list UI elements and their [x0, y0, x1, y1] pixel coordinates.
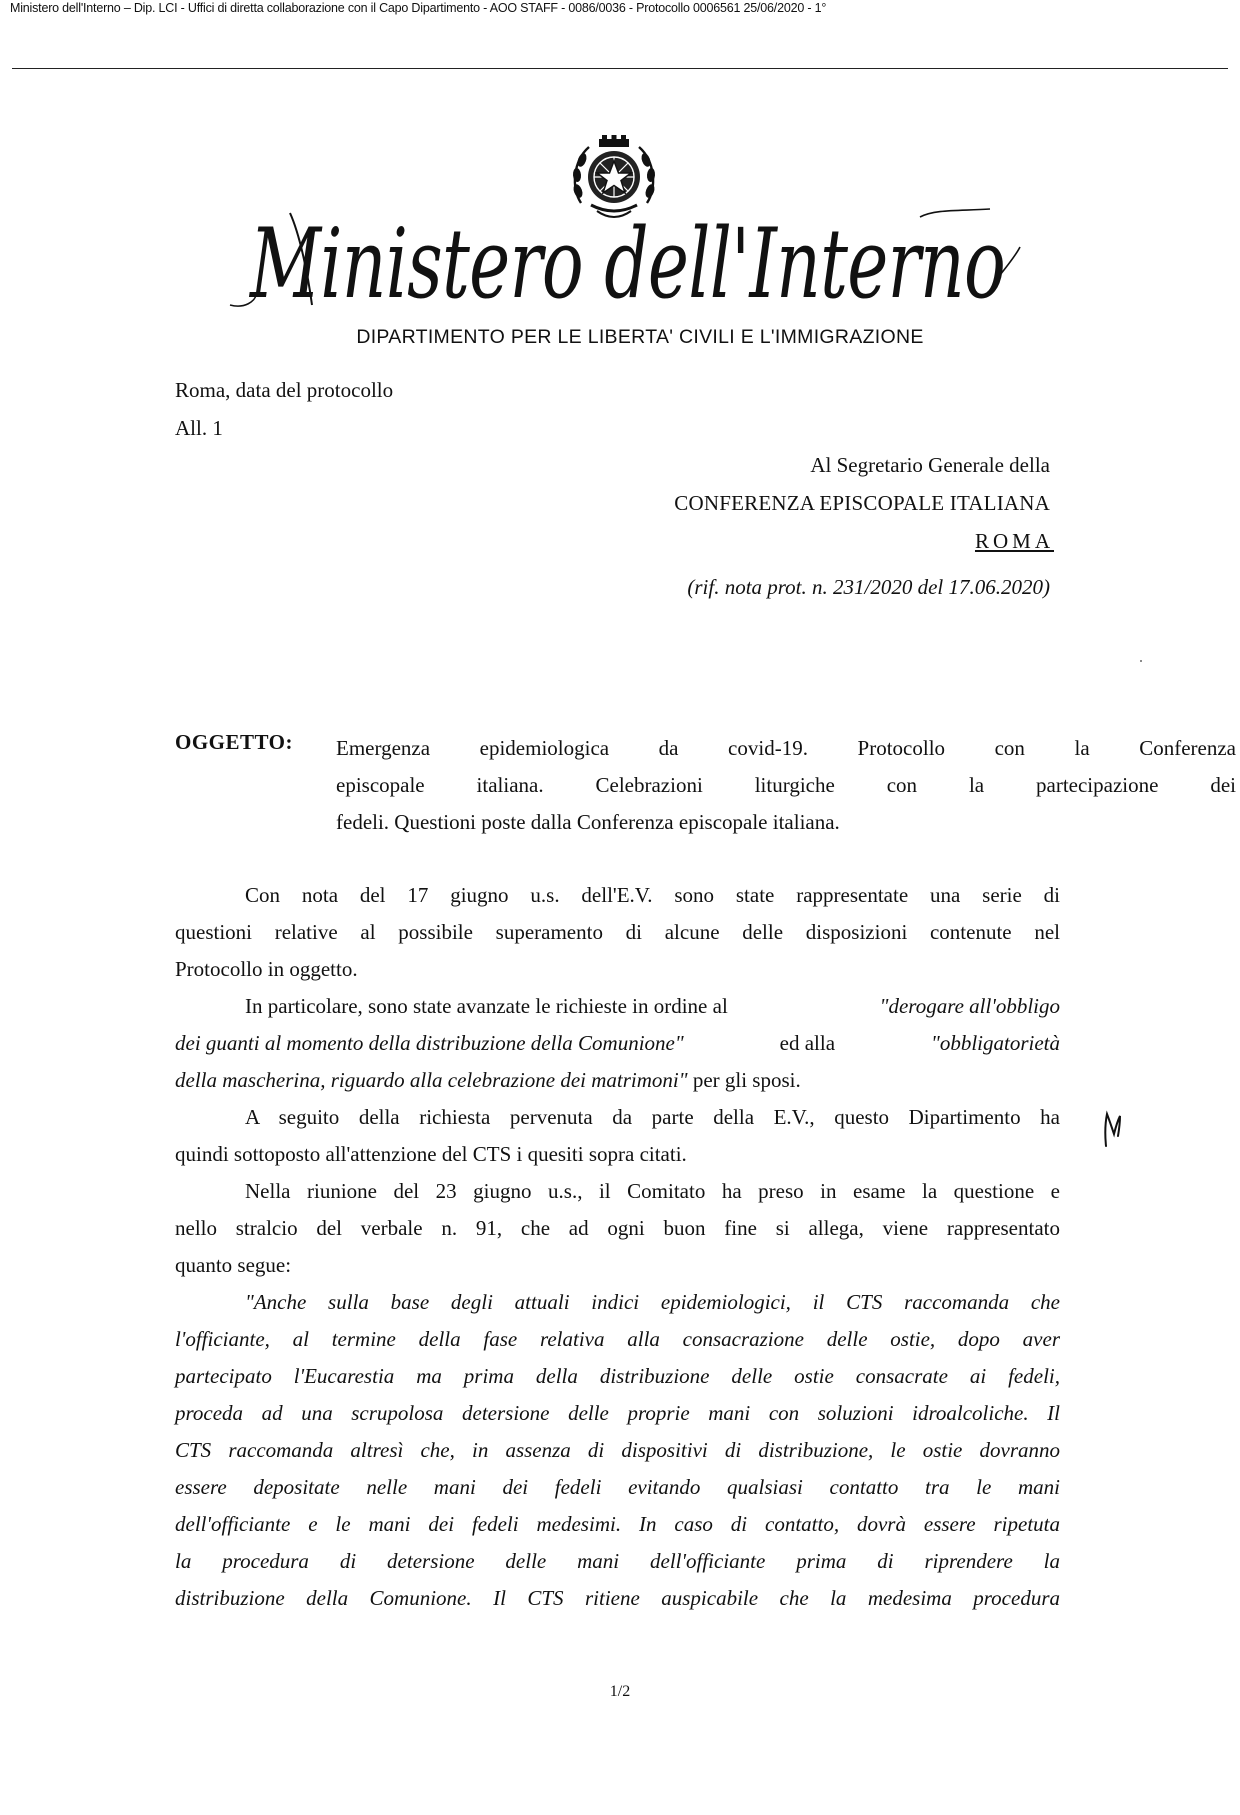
quote-line: distribuzione della Comunione. Il CTS ritiene auspicabile che la medesima procedura [175, 1586, 1060, 1610]
quote-line: "Anche sulla base degli attuali indici epidemiologici, il CTS raccomanda che [245, 1290, 1060, 1314]
paragraph-3 [175, 1099, 1060, 1173]
scan-speck [1140, 660, 1142, 662]
quoted-request: dei guanti al momento della distribuzione della Comunione" [175, 1031, 684, 1055]
quote-line: l'officiante, al termine della fase relativa alla consacrazione delle ostie, dopo aver [175, 1327, 1060, 1351]
subject-line: fedeli. Questioni poste dalla Conferenza episcopale italiana. [336, 810, 840, 834]
body-line [175, 1025, 1060, 1062]
ministry-script-title [230, 205, 1020, 325]
body-line: quanto segue: [175, 1253, 292, 1277]
body-line: Nella riunione del 23 giugno u.s., il Comitato ha preso in esame la questione e [245, 1179, 1060, 1203]
quote-line: essere depositate nelle mani dei fedeli evitando qualsiasi contatto tra le mani [175, 1475, 1060, 1499]
subject-line: episcopale italiana. Celebrazioni liturgiche con la partecipazione dei [336, 773, 1236, 797]
body-text: In particolare, sono state avanzate le richieste in ordine al [245, 994, 728, 1018]
subject-label: OGGETTO: [175, 730, 293, 754]
letter-body [175, 877, 1060, 1617]
body-line: quindi sottoposto all'attenzione del CTS i quesiti sopra citati. [175, 1142, 687, 1166]
body-line: A seguito della richiesta pervenuta da parte della E.V., questo Dipartimento ha [245, 1105, 1060, 1129]
svg-text:Ministero dell'Interno: Ministero dell'Interno [248, 208, 1005, 320]
quoted-request: "derogare all'obbligo [879, 994, 1060, 1018]
subject-line: Emergenza epidemiologica da covid-19. Protocollo con la Conferenza [336, 736, 1236, 760]
body-text: per gli sposi. [692, 1068, 801, 1092]
protocol-header: Ministero dell'Interno – Dip. LCI - Uffici di diretta collaborazione con il Capo Dipartimento - AOO STAFF - 0086/0036 - Protocollo 0006561 25/06/2020 - 1° [10, 1, 827, 15]
quote-line: partecipato l'Eucarestia ma prima della distribuzione delle ostie consacrate ai fedeli, [175, 1364, 1060, 1388]
body-line: questioni relative al possibile superamento di alcune delle disposizioni contenute nel [175, 920, 1060, 944]
reference-note: (rif. nota prot. n. 231/2020 del 17.06.2020) [687, 575, 1050, 599]
quote-line: CTS raccomanda altresì che, in assenza di dispositivi di distribuzione, le ostie dovranno [175, 1438, 1060, 1462]
handwritten-initials-icon [1102, 1110, 1124, 1148]
body-line: Protocollo in oggetto. [175, 957, 358, 981]
quoted-request: della mascherina, riguardo alla celebrazione dei matrimoni" [175, 1068, 688, 1092]
quote-line: dell'officiante e le mani dei fedeli medesimi. In caso di contatto, dovrà essere ripetuta [175, 1512, 1060, 1536]
body-line: nello stralcio del verbale n. 91, che ad ogni buon fine si allega, viene rappresentato [175, 1216, 1060, 1240]
paragraph-2 [175, 988, 1060, 1099]
annex-count: All. 1 [175, 416, 223, 440]
cts-quotation [175, 1284, 1060, 1617]
recipient-organization: CONFERENZA EPISCOPALE ITALIANA [674, 491, 1050, 515]
recipient-city: ROMA [974, 529, 1054, 553]
place-and-date: Roma, data del protocollo [175, 378, 394, 402]
paragraph-1 [175, 877, 1060, 988]
quote-line: proceda ad una scrupolosa detersione delle proprie mani con soluzioni idroalcoliche. Il [175, 1401, 1060, 1425]
subject-text [336, 730, 1236, 841]
body-line: Con nota del 17 giugno u.s. dell'E.V. sono state rappresentate una serie di [245, 883, 1060, 907]
quote-line: la procedura di detersione delle mani dell'officiante prima di riprendere la [175, 1549, 1060, 1573]
page-number: 1/2 [609, 1683, 631, 1700]
paragraph-4 [175, 1173, 1060, 1284]
department-name: DIPARTIMENTO PER LE LIBERTA' CIVILI E L'IMMIGRAZIONE [356, 326, 924, 348]
quoted-request: "obbligatorietà [931, 1031, 1060, 1055]
header-divider [12, 68, 1228, 69]
body-line [175, 1062, 1060, 1099]
recipient-title: Al Segretario Generale della [810, 453, 1050, 477]
body-text: ed alla [779, 1031, 836, 1055]
body-line [175, 988, 1060, 1025]
